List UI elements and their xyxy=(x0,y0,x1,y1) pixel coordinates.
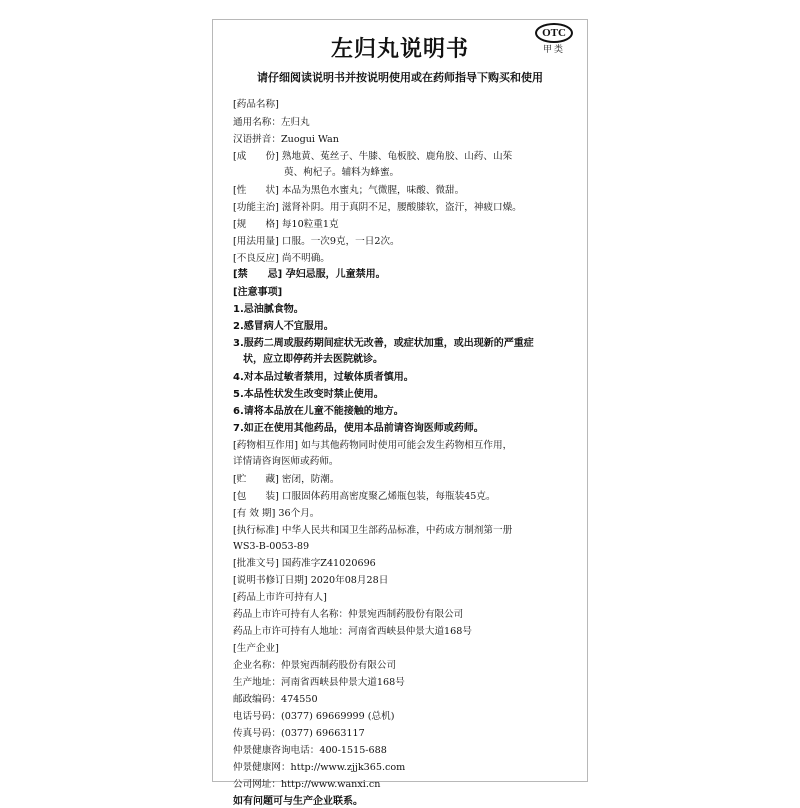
leaflet-line: 2.感冒病人不宜服用。 xyxy=(233,321,334,332)
leaflet-line: [有 效 期] 36个月。 xyxy=(233,508,320,519)
leaflet-line: [批准文号] 国药准字Z41020696 xyxy=(233,558,376,569)
leaflet-line: [规 格] 每10粒重1克 xyxy=(233,219,339,230)
leaflet-line: [性 状] 本品为黑色水蜜丸；气微腥，味酸、微甜。 xyxy=(233,185,465,196)
leaflet-line: 药品上市许可持有人地址：河南省西峡县仲景大道168号 xyxy=(233,626,472,637)
leaflet-line: 通用名称：左归丸 xyxy=(233,117,310,128)
leaflet-line: 电话号码：(0377) 69669999 (总机) xyxy=(233,711,395,722)
leaflet-line: [药品上市许可持有人] xyxy=(233,592,327,603)
leaflet-line: 4.对本品过敏者禁用，过敏体质者慎用。 xyxy=(233,372,414,383)
leaflet-line: 1.忌油腻食物。 xyxy=(233,304,304,315)
leaflet-line: 汉语拼音：Zuogui Wan xyxy=(233,134,339,145)
leaflet-line: 6.请将本品放在儿童不能接触的地方。 xyxy=(233,406,404,417)
leaflet-line: [用法用量] 口服。一次9克，一日2次。 xyxy=(233,236,400,247)
leaflet-line: 公司网址：http://www.wanxi.cn xyxy=(233,779,381,790)
leaflet-line: [包 装] 口服固体药用高密度聚乙烯瓶包装，每瓶装45克。 xyxy=(233,491,496,502)
document-title: 左归丸说明书 xyxy=(330,37,469,62)
leaflet-line: [生产企业] xyxy=(233,643,279,654)
leaflet-line: 7.如正在使用其他药品，使用本品前请咨询医师或药师。 xyxy=(233,423,484,434)
leaflet-line: [不良反应] 尚不明确。 xyxy=(233,253,330,264)
leaflet-line: 企业名称：仲景宛西制药股份有限公司 xyxy=(233,660,397,671)
leaflet-line: [成 份] 熟地黄、菟丝子、牛膝、龟板胶、鹿角胶、山药、山茱 xyxy=(233,151,513,162)
otc-category: 甲类 xyxy=(542,45,565,55)
leaflet-line: 状，应立即停药并去医院就诊。 xyxy=(233,354,383,365)
leaflet-line: 仲景健康网：http://www.zjjk365.com xyxy=(233,762,406,773)
leaflet-line: [药品名称] xyxy=(233,99,279,110)
leaflet-line: 生产地址：河南省西峡县仲景大道168号 xyxy=(233,677,405,688)
otc-mark xyxy=(534,23,574,56)
leaflet-line: [贮 藏] 密闭，防潮。 xyxy=(233,474,340,485)
leaflet-line: [药物相互作用] 如与其他药物同时使用可能会发生药物相互作用， xyxy=(233,440,513,451)
leaflet-line: 5.本品性状发生改变时禁止使用。 xyxy=(233,389,384,400)
leaflet-line: [功能主治] 滋肾补阴。用于真阴不足，腰酸膝软，盗汗，神疲口燥。 xyxy=(233,202,522,213)
leaflet-line: 传真号码：(0377) 69663117 xyxy=(233,728,365,739)
leaflet-line: [说明书修订日期] 2020年08月28日 xyxy=(233,575,389,586)
leaflet-line: [禁 忌] 孕妇忌服，儿童禁用。 xyxy=(233,269,386,280)
otc-badge-icon: OTC xyxy=(535,23,573,43)
leaflet-line: 萸、枸杞子。辅料为蜂蜜。 xyxy=(233,167,400,178)
leaflet-line: [执行标准] 中华人民共和国卫生部药品标准，中药成方制剂第一册 xyxy=(233,525,513,536)
leaflet-line: WS3-B-0053-89 xyxy=(233,541,310,552)
leaflet-line: 邮政编码：474550 xyxy=(233,694,318,705)
leaflet-line: 仲景健康咨询电话：400-1515-688 xyxy=(233,745,387,756)
leaflet-line: 详情请咨询医师或药师。 xyxy=(233,456,339,467)
leaflet-line: 3.服药二周或服药期间症状无改善，或症状加重，或出现新的严重症 xyxy=(233,338,534,349)
reading-instruction: 请仔细阅读说明书并按说明使用或在药师指导下购买和使用 xyxy=(257,71,543,84)
leaflet-line: [注意事项] xyxy=(233,287,283,298)
leaflet-line: 如有问题可与生产企业联系。 xyxy=(233,796,363,807)
leaflet-line: 药品上市许可持有人名称：仲景宛西制药股份有限公司 xyxy=(233,609,464,620)
